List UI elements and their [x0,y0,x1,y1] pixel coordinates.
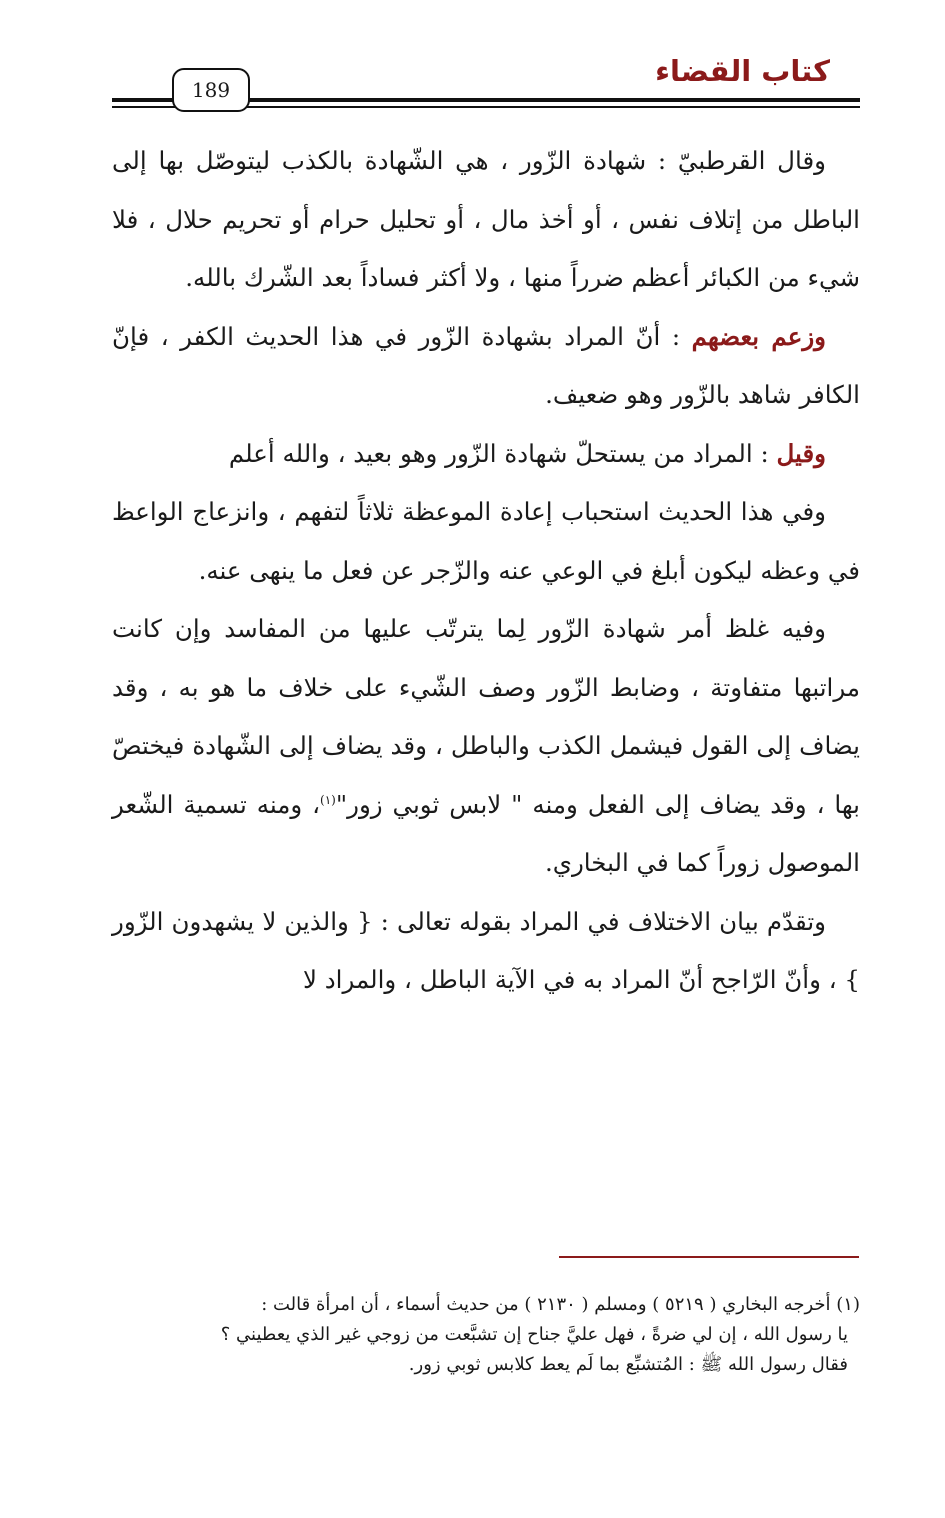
main-text [112,132,860,1010]
footnotes [112,1290,860,1380]
page-number: 189 [172,68,250,112]
footnote-line: فقال رسول الله ﷺ : المُتشبِّع بما لَم يعط كلابس ثوبي زور. [408,1354,848,1375]
paragraph-qurtubi: وقال القرطبيّ : شهادة الزّور ، هي الشّهادة بالكذب ليتوصّل بها إلى الباطل من إتلاف نفس ، أو أخذ مال ، أو تحليل حرام أو تحريم حلال ، فلا شيء من الكبائر أعظم ضرراً منها ، ولا أكثر فساداً بعد الشّرك بالله. [112,146,860,292]
footnote-line: (١) أخرجه البخاري ( ٥٢١٩ ) ومسلم ( ٢١٣٠ ) من حديث أسماء ، أن امرأة قالت : [261,1294,860,1315]
paragraph-gravity-of-false-testimony [112,600,860,893]
footnote-reference[interactable]: (١) [320,792,336,807]
footnote-line: يا رسول الله ، إن لي ضرةً ، فهل عليَّ جناح إن تشبَّعت من زوجي غير الذي يعطيني ؟ [220,1324,848,1345]
lead-phrase: وزعم بعضهم [691,321,826,351]
footnote-divider [559,1256,859,1258]
paragraph-text: : أنّ المراد بشهادة الزّور في هذا الحديث الكفر ، فإنّ الكافر شاهد بالزّور وهو ضعيف. [112,321,860,409]
paragraph-it-was-said [112,425,860,484]
paragraph-text: وفيه غلظ أمر شهادة الزّور لِما يترتّب عليها من المفاسد وإن كانت مراتبها متفاوتة ، وضابط الزّور وصف الشّيء على خلاف ما هو به ، وقد يضاف إلى القول فيشمل الكذب والباطل ، وقد يضاف إلى الشّهادة فيختصّ بها ، وقد يضاف إلى الفعل ومنه " لابس ثوبي زور" [112,614,861,819]
page-header [112,52,860,122]
paragraph-text: ، ومنه تسمية الشّعر الموصول زوراً كما في البخاري. [112,789,860,877]
paragraph-difference-of-opinion: وتقدّم بيان الاختلاف في المراد بقوله تعالى : { والذين لا يشهدون الزّور } ، وأنّ الرّاجح أنّ المراد به في الآية الباطل ، والمراد لا [112,906,860,994]
paragraph-some-claimed [112,308,860,425]
paragraph-repeat-admonition: وفي هذا الحديث استحباب إعادة الموعظة ثلاثاً لتفهم ، وانزعاج الواعظ في وعظه ليكون أبلغ في الوعي عنه والزّجر عن فعل ما ينهى عنه. [112,497,860,585]
lead-phrase: وقيل [776,438,826,468]
book-title: كتاب القضاء [655,54,830,88]
paragraph-text: : المراد من يستحلّ شهادة الزّور وهو بعيد ، والله أعلم [228,438,777,468]
